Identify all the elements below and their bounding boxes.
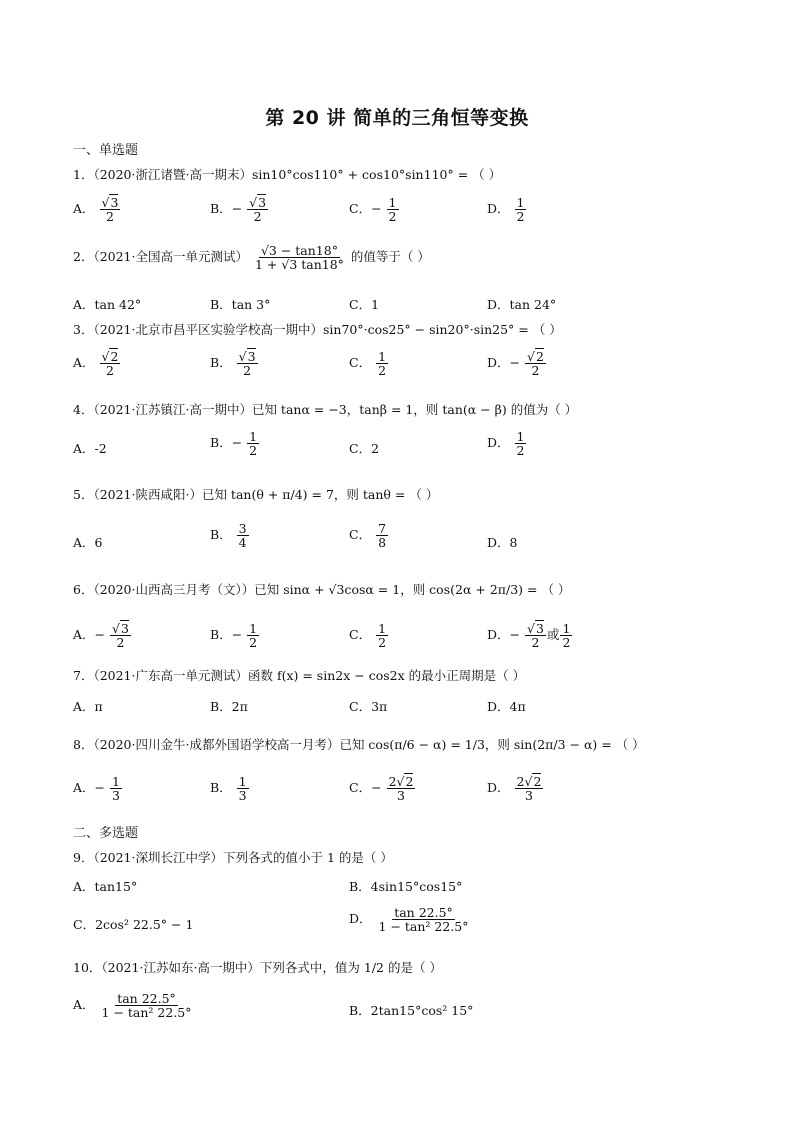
q3-option-b-fraction: √ $\frac{3}{2}$ xyxy=(237,350,258,377)
q1-option-b-fraction: √ $\frac{3}{2}$ xyxy=(247,196,268,223)
q4-option-d: D． $\frac{1}{2}$ xyxy=(487,429,525,459)
q3-option-a: A． √ $\frac{2}{2}$ xyxy=(73,350,121,377)
q5-option-d: D．8 xyxy=(487,535,518,550)
q6-option-c-fraction: $\frac{1}{2}$ xyxy=(378,621,387,651)
q8-option-a: A．− $\frac{1}{3}$ xyxy=(73,774,120,804)
q7-option-d: D．4π xyxy=(487,699,526,714)
q6-option-b: B．− $\frac{1}{2}$ xyxy=(210,621,258,651)
q9-option-d: D． $\frac{\tan 22.5^\circ}{\text{1 − tan² 22.5°}}$ xyxy=(349,905,469,935)
q5-option-a: A．6 xyxy=(73,535,103,550)
q6-option-d-fraction-2: $\frac{1}{2}$ xyxy=(562,621,571,651)
q1-option-a-label: A． xyxy=(73,201,95,217)
question-10: 10．（2021·江苏如东·高一期中）下列各式中，值为 1/2 的是（ ） xyxy=(73,960,442,975)
q4-option-b-fraction: $\frac{1}{2}$ xyxy=(249,429,258,459)
q6-option-b-fraction: $\frac{1}{2}$ xyxy=(249,621,258,651)
q6-option-a-fraction: √ $\frac{3}{2}$ xyxy=(110,622,131,649)
question-8: 8．（2020·四川金牛·成都外国语学校高一月考）已知 cos(π/6 − α) = 1/3，则 sin(2π/3 − α) = （ ） xyxy=(73,737,645,752)
q8-option-d: D． $\frac{2√ 2}{3}$ xyxy=(487,775,544,802)
q3-option-c: C． $\frac{1}{2}$ xyxy=(349,349,387,379)
q10-option-a-fraction: $\frac{\tan 22.5^\circ}{\text{1 − tan² 22.5°}}$ xyxy=(101,991,192,1021)
q3-option-d-fraction: √ $\frac{2}{2}$ xyxy=(525,350,546,377)
q6-option-d: D．− √ $\frac{3}{2}$ 或 $\frac{1}{2}$ xyxy=(487,622,573,649)
q8-option-c: C．− $\frac{2√ 2}{3}$ xyxy=(349,775,416,802)
section-single-choice: 一、单选题 xyxy=(73,143,139,158)
q8-option-b-fraction: $\frac{1}{3}$ xyxy=(238,774,247,804)
q2-option-b: B．tan 3° xyxy=(210,297,271,312)
q1-option-c: C．− $\frac{1}{2}$ xyxy=(349,195,397,225)
q6-option-d-fraction-1: √ $\frac{3}{2}$ xyxy=(525,622,546,649)
question-7: 7．（2021·广东高一单元测试）函数 f(x) = sin2x − cos2x 的最小正周期是（ ） xyxy=(73,668,526,683)
question-4: 4．（2021·江苏镇江·高一期中）已知 tanα = −3，tanβ = 1，则 tan(α − β) 的值为（ ） xyxy=(73,402,578,417)
q3-option-d: D．− √ $\frac{2}{2}$ xyxy=(487,350,547,377)
q5-option-b: B． $\frac{3}{4}$ xyxy=(210,521,247,551)
q4-option-a: A．-2 xyxy=(73,441,107,456)
q4-option-c: C．2 xyxy=(349,441,380,456)
q4-option-b: B．− $\frac{1}{2}$ xyxy=(210,429,258,459)
question-5: 5．（2021·陕西咸阳·）已知 tan(θ + π/4) = 7，则 tanθ = （ ） xyxy=(73,487,439,502)
q9-option-c: C．2cos² 22.5° − 1 xyxy=(73,917,194,932)
q7-option-a: A．π xyxy=(73,699,103,714)
q2-option-c: C．1 xyxy=(349,297,380,312)
q8-option-d-fraction: $\frac{2√ 2}{3}$ xyxy=(515,775,544,802)
q8-option-a-fraction: $\frac{1}{3}$ xyxy=(112,774,120,804)
q7-option-b: B．2π xyxy=(210,699,248,714)
q1-option-c-fraction: $\frac{1}{2}$ xyxy=(388,195,397,225)
q3-option-c-fraction: $\frac{1}{2}$ xyxy=(378,349,387,379)
q6-option-c: C． $\frac{1}{2}$ xyxy=(349,621,387,651)
q9-option-b: B．4sin15°cos15° xyxy=(349,879,463,894)
q2-fraction: $\frac{√3 - \tan 18^\circ}{1 + √3 \tan 18^\circ}$ xyxy=(254,243,344,273)
q2-option-d: D．tan 24° xyxy=(487,297,557,312)
q8-option-c-fraction: $\frac{2√ 2}{3}$ xyxy=(387,775,416,802)
q1-option-d: D． $\frac{1}{2}$ xyxy=(487,195,525,225)
q3-option-b: B． √ $\frac{3}{2}$ xyxy=(210,350,259,377)
q5-option-b-fraction: $\frac{3}{4}$ xyxy=(238,521,247,551)
q1-option-a-fraction: √ $\frac{3}{2}$ xyxy=(100,196,121,223)
q5-option-c-fraction: $\frac{7}{8}$ xyxy=(378,521,387,551)
q6-option-a: A．− √ $\frac{3}{2}$ xyxy=(73,622,132,649)
question-2: 2．（2021·全国高一单元测试） $\frac{√3 - \tan 18^\circ}{1 + √3 \tan 18^\circ}$ 的值等于（ ） xyxy=(73,243,430,273)
q7-option-c: C．3π xyxy=(349,699,388,714)
question-3: 3．（2021·北京市昌平区实验学校高一期中）sin70°·cos25° − sin20°·sin25° = （ ） xyxy=(73,322,562,337)
q5-option-c: C． $\frac{7}{8}$ xyxy=(349,521,387,551)
q9-option-a: A．tan15° xyxy=(73,879,138,894)
q9-option-d-fraction: $\frac{\tan 22.5^\circ}{\text{1 − tan² 22.5°}}$ xyxy=(378,905,469,935)
q10-option-a: A． $\frac{\tan 22.5^\circ}{\text{1 − tan² 22.5°}}$ xyxy=(73,991,192,1021)
q1-option-d-fraction: $\frac{1}{2}$ xyxy=(516,195,525,225)
q3-option-a-fraction: √ $\frac{2}{2}$ xyxy=(100,350,121,377)
page-title: 第 20 讲 简单的三角恒等变换 xyxy=(265,107,529,129)
q8-option-b: B． $\frac{1}{3}$ xyxy=(210,774,247,804)
q10-option-b: B．2tan15°cos² 15° xyxy=(349,1003,474,1018)
q1-option-a xyxy=(73,196,121,223)
q2-option-a: A．tan 42° xyxy=(73,297,142,312)
q1-option-b: B．− √ $\frac{3}{2}$ xyxy=(210,196,269,223)
q4-option-d-fraction: $\frac{1}{2}$ xyxy=(516,429,525,459)
question-9: 9．（2021·深圳长江中学）下列各式的值小于 1 的是（ ） xyxy=(73,850,393,865)
question-6: 6．（2020·山西高三月考（文））已知 sinα + √3cosα = 1，则 cos(2α + 2π/3) = （ ） xyxy=(73,582,571,597)
question-1: 1．（2020·浙江诸暨·高一期末）sin10°cos110° + cos10°sin110° = （ ） xyxy=(73,167,502,182)
section-multiple-choice: 二、多选题 xyxy=(73,826,139,841)
